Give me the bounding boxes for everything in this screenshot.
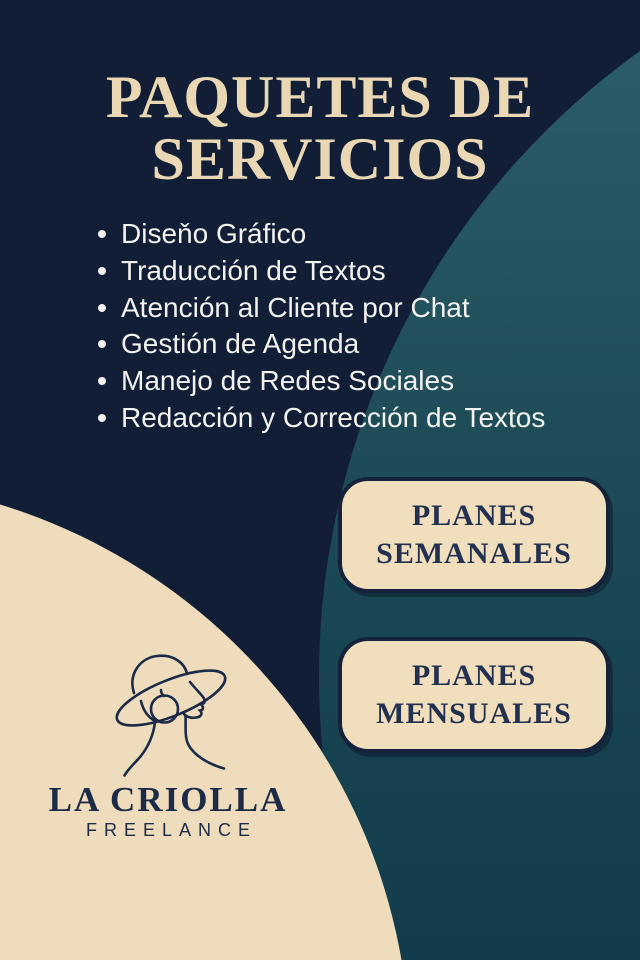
bullet-icon	[98, 304, 106, 312]
bullet-icon	[98, 414, 106, 422]
planes-semanales-button[interactable]	[338, 477, 610, 593]
planes-mensuales-button[interactable]	[338, 637, 610, 753]
button-label-line: MENSUALES	[376, 697, 572, 730]
button-label-line: PLANES	[411, 659, 537, 692]
button-label-line: PLANES	[411, 499, 537, 532]
service-label: Traducción de Textos	[121, 255, 386, 287]
service-label: Redacción y Corrección de Textos	[121, 401, 546, 433]
title-line-2: SERVICIOS	[151, 126, 489, 192]
service-label: Manejo de Redes Sociales	[121, 365, 455, 397]
bullet-icon	[98, 377, 106, 385]
service-label: Diseňo Gráfico	[121, 218, 307, 250]
services-list	[98, 216, 545, 436]
brand-name: LA CRIOLLA	[48, 780, 288, 819]
title-line-1: PAQUETES DE	[105, 64, 535, 130]
service-item	[98, 216, 545, 253]
service-item	[98, 399, 545, 436]
bullet-icon	[98, 267, 106, 275]
service-item	[98, 253, 545, 290]
service-item	[98, 326, 545, 363]
bullet-icon	[98, 230, 106, 238]
service-item	[98, 363, 545, 400]
woman-with-hat-icon	[98, 646, 248, 781]
bullet-icon	[98, 340, 106, 348]
service-label: Atención al Cliente por Chat	[121, 291, 470, 323]
button-label-line: SEMANALES	[376, 537, 572, 570]
service-item	[98, 289, 545, 326]
brand-logo	[98, 646, 248, 781]
service-label: Gestión de Agenda	[121, 328, 360, 360]
page-title	[0, 66, 640, 190]
brand-tagline: FREELANCE	[85, 820, 258, 840]
